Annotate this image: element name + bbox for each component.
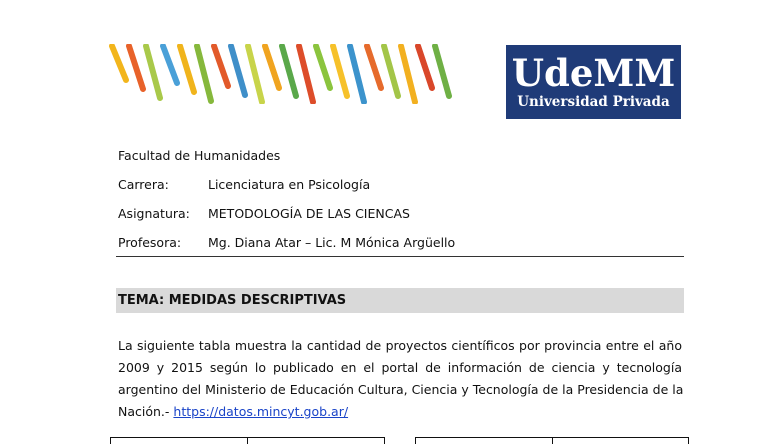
- stripe: [435, 46, 449, 96]
- stripe: [282, 46, 296, 96]
- decorative-stripes-logo: [108, 44, 482, 104]
- paragraph-prefix: Nación.-: [118, 404, 170, 419]
- stripe: [316, 46, 330, 88]
- stripe: [146, 46, 160, 98]
- table-column-divider: [552, 438, 553, 444]
- udemm-logo: [506, 45, 681, 119]
- info-label: Profesora:: [118, 235, 182, 250]
- stripe: [350, 46, 364, 102]
- info-label: Asignatura:: [118, 206, 190, 221]
- stripe: [180, 46, 194, 92]
- stripe: [418, 46, 432, 88]
- header-divider: [116, 256, 684, 257]
- source-link[interactable]: https://datos.mincyt.gob.ar/: [173, 404, 349, 419]
- info-value: Licenciatura en Psicología: [208, 177, 371, 192]
- faculty-label: Facultad de Humanidades: [118, 148, 281, 163]
- info-value: METODOLOGÍA DE LAS CIENCAS: [208, 206, 410, 221]
- stripe: [384, 46, 398, 96]
- stripe: [367, 46, 381, 88]
- stripe: [163, 46, 177, 83]
- logo-main-text: UdeMM: [511, 51, 676, 95]
- stripe: [265, 46, 279, 88]
- stripe: [231, 46, 245, 95]
- stripe: [112, 46, 126, 80]
- stripe: [248, 46, 262, 102]
- stripe: [197, 46, 211, 101]
- paragraph-line: La siguiente tabla muestra la cantidad de proyectos científicos por provincia entre el año: [118, 338, 682, 353]
- paragraph-line: 2009 y 2015 según lo publicado en el portal de información de ciencia y tecnología: [118, 360, 682, 375]
- logo-sub-text: Universidad Privada: [517, 94, 670, 110]
- info-label: Carrera:: [118, 177, 169, 192]
- stripe: [214, 46, 228, 86]
- table-column-divider: [247, 438, 248, 444]
- stripe: [401, 46, 415, 102]
- info-value: Mg. Diana Atar – Lic. M Mónica Argüello: [208, 235, 456, 250]
- section-title: TEMA: MEDIDAS DESCRIPTIVAS: [116, 288, 684, 313]
- stripe: [129, 46, 143, 89]
- paragraph-line: argentino del Ministerio de Educación Cultura, Ciencia y Tecnología de la Presidencia de la: [118, 382, 684, 397]
- paragraph-line-last: [118, 401, 682, 423]
- intro-paragraph: [118, 335, 682, 423]
- stripe: [299, 46, 313, 102]
- stripe: [333, 46, 347, 96]
